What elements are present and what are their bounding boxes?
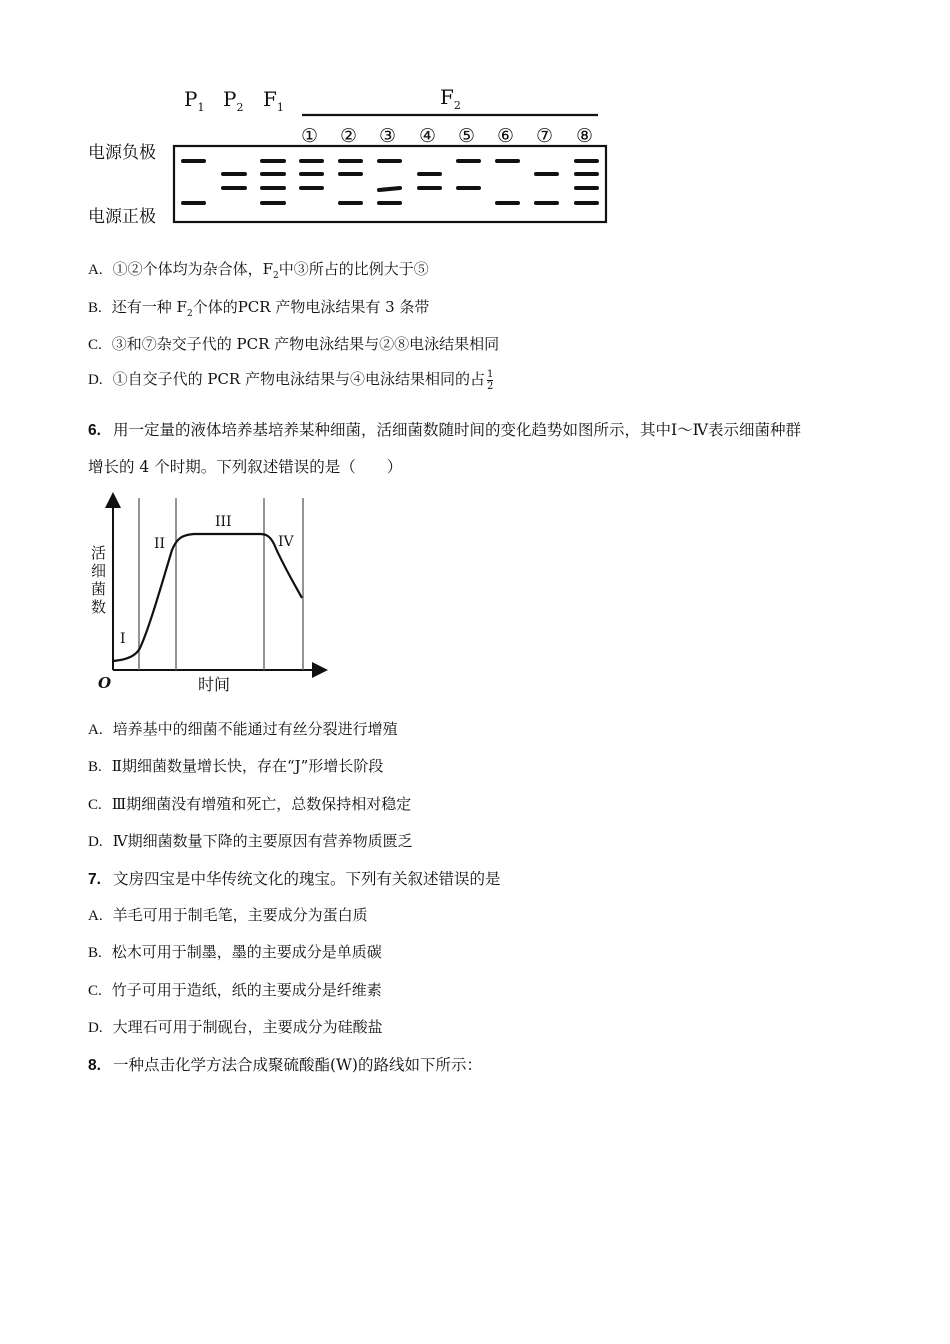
question-text: 一种点击化学方法合成聚硫酸酯(W)的路线如下所示： [112, 1056, 482, 1074]
question-number: 7. [88, 871, 101, 888]
option-label: B. [88, 759, 102, 775]
q5-option-a [88, 258, 429, 281]
question-number: 8. [88, 1057, 101, 1074]
bacterial-growth-curve [84, 488, 334, 698]
phase-label-ii: II [154, 536, 166, 552]
lane-number-8: ⑧ [576, 125, 594, 147]
option-label: C. [88, 797, 102, 813]
phase-label-iii: III [215, 514, 232, 530]
gel-lane-numbers [301, 125, 593, 147]
option-text: ①②个体均为杂合体，F [112, 260, 274, 278]
lane-number-6: ⑥ [497, 125, 515, 147]
gel-label-f2: $F_2$ [440, 85, 461, 112]
option-text: Ⅱ期细菌数量增长快，存在“J”形增长阶段 [111, 757, 384, 775]
option-text: 还有一种 F [111, 298, 187, 316]
option-text: ③和⑦杂交子代的 PCR 产物电泳结果与②⑧电泳结果相同 [111, 335, 500, 353]
q6-option-c [88, 793, 411, 814]
q6-option-d [88, 830, 413, 851]
gel-bands [183, 161, 597, 203]
gel-label-f1: $F_1$ [263, 87, 284, 114]
lane-number-5: ⑤ [458, 125, 476, 147]
option-text: ①自交子代的 PCR 产物电泳结果与④电泳结果相同的占 [112, 370, 485, 388]
option-label: A. [88, 908, 103, 924]
option-label: D. [88, 372, 103, 388]
q7-option-a [88, 904, 368, 925]
band [379, 188, 400, 190]
option-text: 大理石可用于制砚台，主要成分为硅酸盐 [112, 1018, 383, 1036]
gel-label-p1: $P_1$ [184, 87, 205, 114]
positive-pole-label: 电源正极 [88, 207, 156, 227]
q7-option-d [88, 1016, 383, 1037]
gel-electrophoresis-figure [80, 80, 620, 230]
growth-curve-line [113, 534, 302, 661]
option-label: A. [88, 262, 103, 278]
lane-number-4: ④ [419, 125, 437, 147]
phase-label-iv: IV [278, 534, 294, 550]
option-text: 松木可用于制墨，墨的主要成分是单质碳 [111, 943, 382, 961]
option-text: 个体的PCR 产物电泳结果有 3 条带 [192, 298, 430, 316]
option-text: 培养基中的细菌不能通过有丝分裂进行增殖 [112, 720, 398, 738]
option-label: D. [88, 834, 103, 850]
q7-option-c [88, 979, 382, 1000]
question-text: 增长的 4 个时期。下列叙述错误的是（ ） [88, 458, 403, 476]
q8-stem [88, 1053, 482, 1075]
lane-number-1: ① [301, 125, 319, 147]
x-axis-label: 时间 [198, 675, 231, 694]
q7-stem [88, 867, 500, 889]
fraction-denominator: 2 [487, 380, 494, 392]
phase-label-i: I [120, 631, 126, 647]
option-label: A. [88, 722, 103, 738]
lane-number-2: ② [340, 125, 358, 147]
q6-option-a [88, 718, 398, 739]
gel-label-p2: $P_2$ [223, 87, 244, 114]
y-axis-label [91, 544, 106, 616]
option-text: Ⅳ期细菌数量下降的主要原因有营养物质匮乏 [112, 832, 413, 850]
option-text: Ⅲ期细菌没有增殖和死亡，总数保持相对稳定 [111, 795, 412, 813]
option-text: 竹子可用于造纸，纸的主要成分是纤维素 [111, 981, 382, 999]
q6-stem-line1 [88, 418, 801, 440]
q5-option-b [88, 296, 429, 319]
y-label-char: 细 [91, 562, 107, 580]
question-text: 文房四宝是中华传统文化的瑰宝。下列有关叙述错误的是 [112, 870, 501, 888]
option-label: D. [88, 1020, 103, 1036]
option-label: B. [88, 945, 102, 961]
origin-label: O [98, 674, 112, 692]
q5-option-c [88, 333, 499, 354]
negative-pole-label: 电源负极 [88, 143, 156, 163]
y-label-char: 数 [91, 598, 107, 616]
option-subscript: 2 [186, 309, 193, 319]
fraction-numerator: 1 [487, 368, 494, 380]
q7-option-b [88, 941, 382, 962]
q6-option-b [88, 755, 383, 776]
lane-number-7: ⑦ [536, 125, 554, 147]
fraction [487, 369, 493, 392]
option-subscript: 2 [273, 271, 279, 281]
gel-box [174, 146, 606, 222]
question-number: 6. [88, 422, 101, 439]
lane-number-3: ③ [379, 125, 397, 147]
option-text: 羊毛可用于制毛笔，主要成分为蛋白质 [112, 906, 368, 924]
option-label: C. [88, 983, 102, 999]
option-text: 中③所占的比例大于⑤ [278, 260, 429, 278]
y-label-char: 活 [91, 544, 107, 562]
y-label-char: 菌 [91, 580, 107, 598]
q5-option-d [88, 368, 493, 392]
option-label: B. [88, 300, 102, 316]
option-label: C. [88, 337, 102, 353]
question-text: 用一定量的液体培养基培养某种细菌，活细菌数随时间的变化趋势如图所示，其中Ⅰ～Ⅳ表示细菌种群 [112, 421, 802, 439]
q6-stem-line2 [88, 455, 402, 477]
